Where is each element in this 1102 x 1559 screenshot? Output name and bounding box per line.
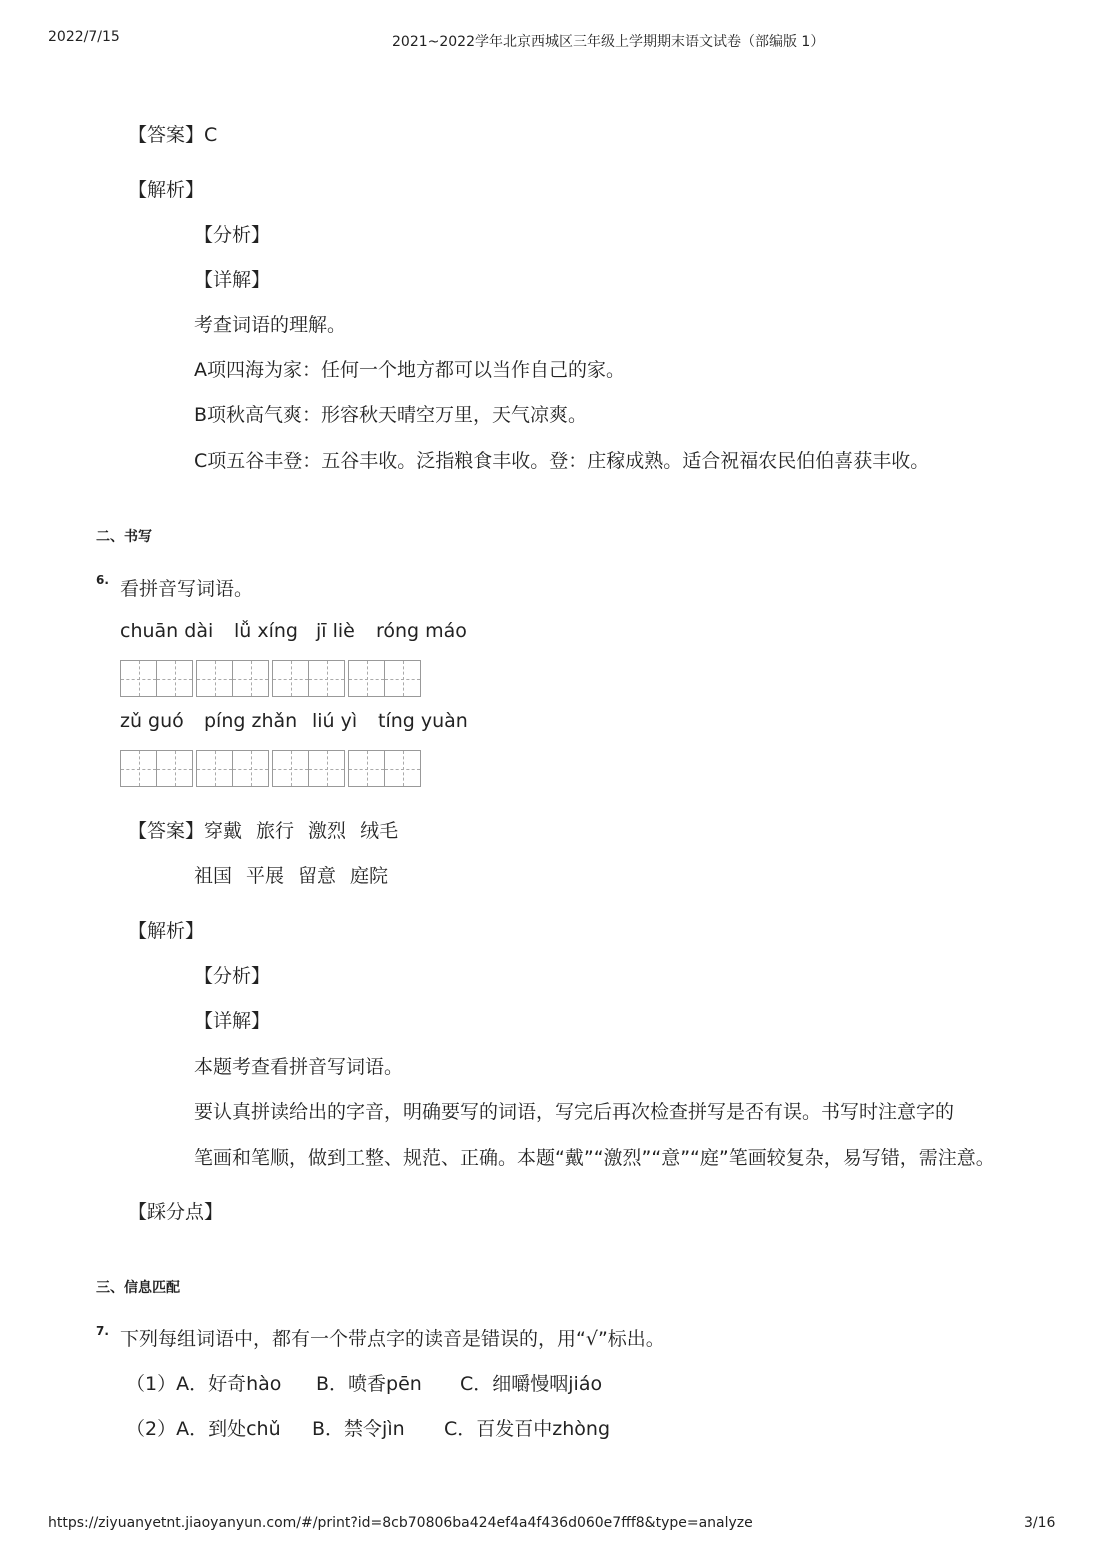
writing-box[interactable] [196, 660, 268, 697]
answer-label: 【答案】 [128, 820, 205, 842]
q6-line: 本题考查看拼音写词语。 [194, 1056, 404, 1078]
section-title: 三、信息匹配 [96, 1280, 180, 1296]
q6-xiangjie-label: 【详解】 [194, 1010, 271, 1032]
q5-analysis-label: 【解析】 [128, 179, 205, 201]
option-c: C．细嚼慢咽jiáo [460, 1373, 603, 1395]
answer-word: 激烈 [308, 820, 347, 842]
q6-line: 要认真拼读给出的字音，明确要写的词语，写完后再次检查拼写是否有误。书写时注意字的 [194, 1101, 955, 1123]
q6-points-label: 【踩分点】 [128, 1201, 224, 1223]
answer-word: 旅行 [256, 820, 295, 842]
writing-box[interactable] [348, 660, 420, 697]
answer-value: C [204, 124, 218, 146]
option-a: （1）A．好奇hào [126, 1373, 282, 1395]
writing-box[interactable] [272, 660, 344, 697]
writing-grid-row [120, 750, 420, 787]
q7-item [126, 1371, 602, 1397]
writing-box[interactable] [120, 750, 192, 787]
answer-word: 穿戴 [204, 820, 243, 842]
writing-grid-row [120, 660, 420, 697]
answer-word: 庭院 [350, 865, 389, 887]
option-a: （2）A．到处chǔ [126, 1418, 281, 1440]
pinyin: lǚ xíng [234, 620, 298, 642]
document-title: 2021~2022学年北京西城区三年级上学期期末语文试卷（部编版 1） [392, 34, 825, 50]
pinyin: jī liè [316, 620, 355, 642]
writing-box[interactable] [120, 660, 192, 697]
answer-word: 祖国 [194, 865, 233, 887]
question-number: 6. [96, 573, 109, 587]
print-date: 2022/7/15 [48, 29, 120, 45]
q5-line: 考查词语的理解。 [194, 314, 347, 336]
pinyin: tíng yuàn [378, 710, 468, 732]
option-c: C．百发百中zhòng [444, 1418, 611, 1440]
answer-word: 留意 [298, 865, 337, 887]
q6-fenxi-label: 【分析】 [194, 965, 271, 987]
pinyin: píng zhǎn [204, 710, 298, 732]
footer-url: https://ziyuanyetnt.jiaoyanyun.com/#/print?id=8cb70806ba424ef4a4f436d060e7fff8&type=analyze [48, 1515, 753, 1531]
answer-word: 绒毛 [360, 820, 399, 842]
answer-label: 【答案】 [128, 124, 205, 146]
writing-box[interactable] [348, 750, 420, 787]
writing-box[interactable] [196, 750, 268, 787]
q5-fenxi-label: 【分析】 [194, 224, 271, 246]
q6-line: 笔画和笔顺，做到工整、规范、正确。本题“戴”“激烈”“意”“庭”笔画较复杂，易写错，需注意。 [194, 1147, 995, 1169]
q5-line: A项四海为家：任何一个地方都可以当作自己的家。 [194, 359, 625, 381]
q5-xiangjie-label: 【详解】 [194, 269, 271, 291]
pinyin-row [120, 620, 467, 642]
page-number: 3/16 [1024, 1515, 1056, 1531]
question-prompt: 看拼音写词语。 [120, 578, 254, 600]
pinyin-row [120, 710, 468, 732]
q5-answer [128, 122, 217, 148]
pinyin: liú yì [312, 710, 358, 732]
q7-item [126, 1416, 610, 1442]
option-b: B．禁令jìn [312, 1418, 405, 1440]
q6-analysis-label: 【解析】 [128, 920, 205, 942]
question-prompt: 下列每组词语中，都有一个带点字的读音是错误的，用“√”标出。 [120, 1328, 665, 1350]
pinyin: róng máo [376, 620, 467, 642]
answer-word: 平展 [246, 865, 285, 887]
q6-answer-row [128, 818, 412, 844]
q6-answer-row [194, 863, 402, 889]
pinyin: zǔ guó [120, 710, 184, 732]
pinyin: chuān dài [120, 620, 214, 642]
q5-line: B项秋高气爽：形容秋天晴空万里，天气凉爽。 [194, 404, 588, 426]
question-number: 7. [96, 1324, 109, 1338]
section-title: 二、书写 [96, 529, 152, 545]
writing-box[interactable] [272, 750, 344, 787]
option-b: B．喷香pēn [316, 1373, 422, 1395]
q5-line: C项五谷丰登：五谷丰收。泛指粮食丰收。登：庄稼成熟。适合祝福农民伯伯喜获丰收。 [194, 450, 930, 472]
